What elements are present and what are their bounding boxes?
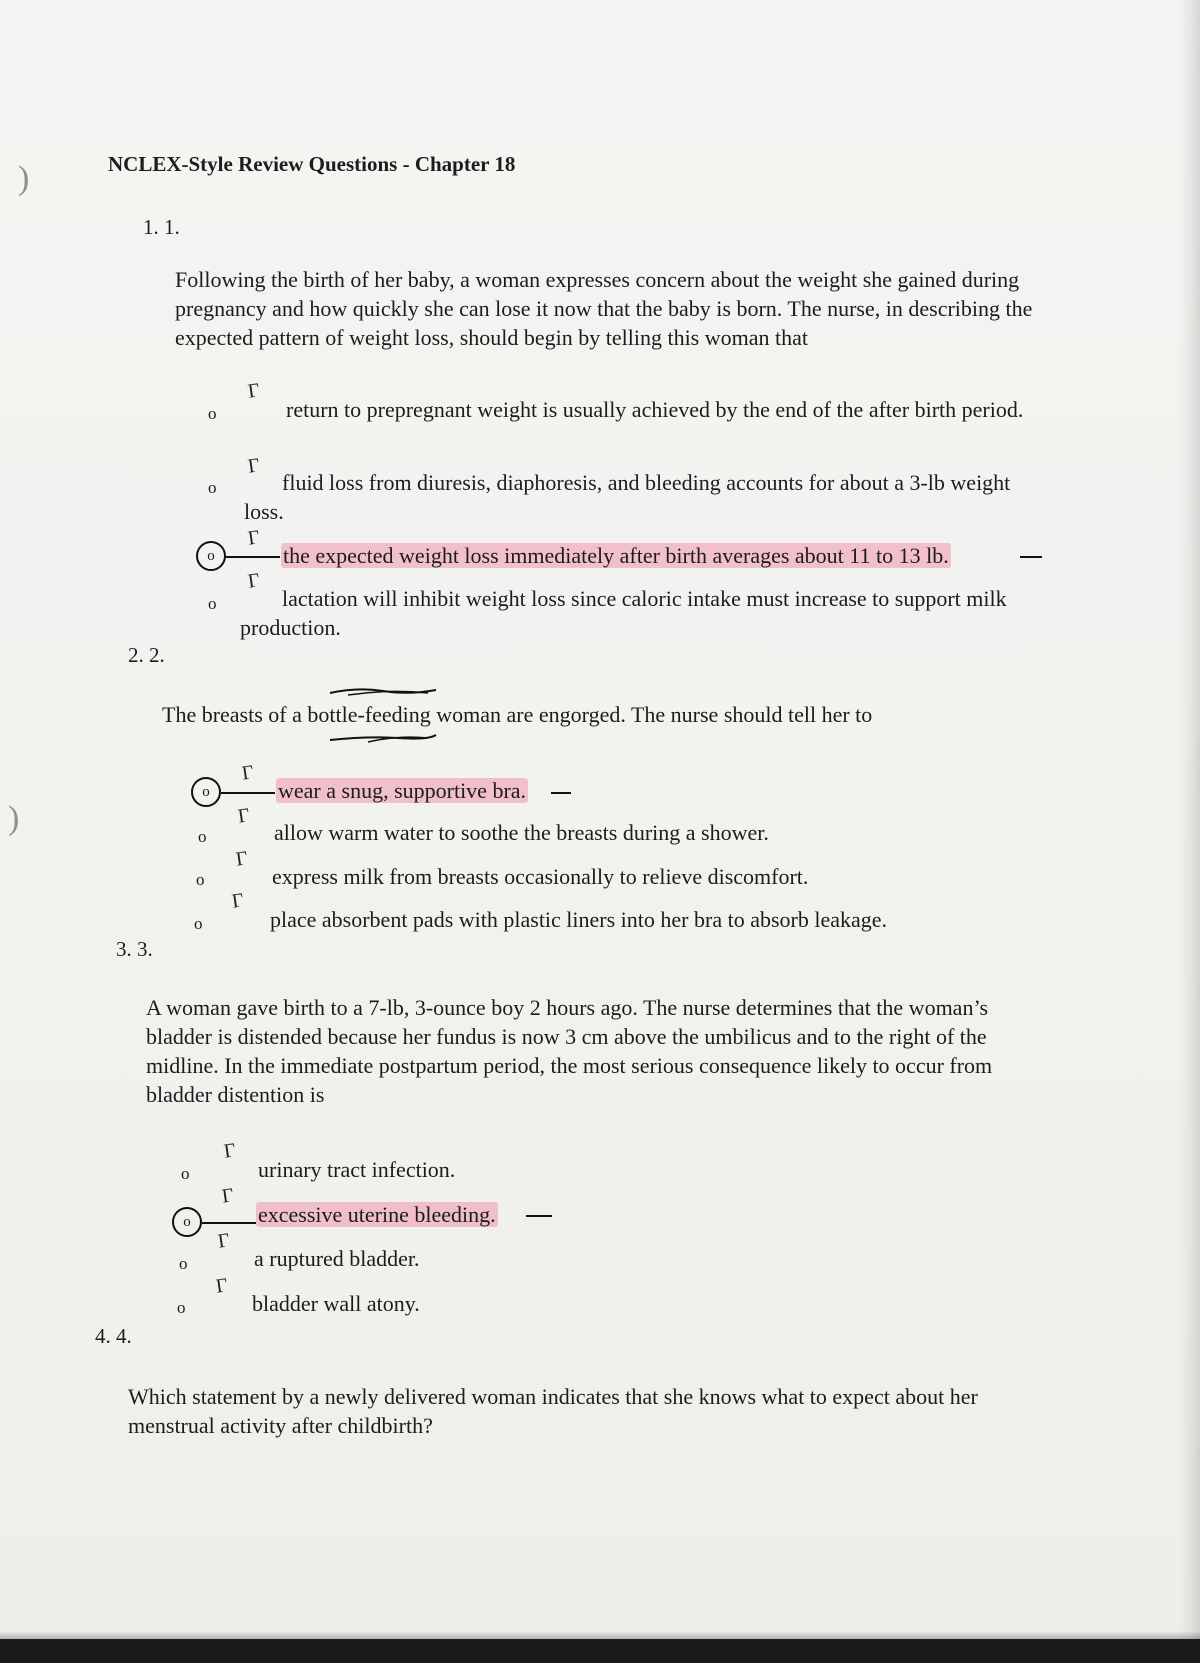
document-title: NCLEX-Style Review Questions - Chapter 18 xyxy=(108,152,516,176)
pen-pointer-line xyxy=(221,792,275,794)
pen-tick-mark: Γ xyxy=(236,804,251,828)
question-number: 1. 1. xyxy=(143,215,180,239)
selected-answer-circle xyxy=(196,541,226,571)
option-text[interactable]: fluid loss from diuresis, diaphoresis, and bleeding accounts for about a 3-lb weight loss. xyxy=(244,470,1011,524)
option-text[interactable]: place absorbent pads with plastic liners into her bra to absorb leakage. xyxy=(270,907,888,932)
option-bullet: o xyxy=(177,1298,186,1317)
pen-trailing-line xyxy=(551,792,571,794)
option-text[interactable]: return to prepregnant weight is usually achieved by the end of the after birth period. xyxy=(286,397,1024,422)
option-text[interactable]: urinary tract infection. xyxy=(258,1157,456,1182)
pen-tick-mark: Γ xyxy=(246,379,261,403)
answer-highlight: excessive uterine bleeding. xyxy=(258,1202,496,1227)
pen-tick-mark: Γ xyxy=(246,526,261,550)
option-text[interactable]: allow warm water to soothe the breasts during a shower. xyxy=(274,820,769,845)
selected-bullet: o xyxy=(207,547,215,564)
scanner-bed-edge xyxy=(0,1639,1200,1663)
question-stem: The breasts of a bottle-feeding woman are engorged. The nurse should tell her to xyxy=(162,702,873,727)
option-text[interactable]: bladder wall atony. xyxy=(252,1291,420,1316)
pen-pointer-line xyxy=(226,556,280,558)
binder-hole-mark: ) xyxy=(18,160,30,197)
pen-tick-mark: Γ xyxy=(222,1139,237,1163)
pen-pointer-line xyxy=(202,1222,256,1224)
pen-trailing-line xyxy=(1020,556,1042,558)
question-number: 2. 2. xyxy=(128,643,165,667)
pen-tick-mark: Γ xyxy=(240,761,255,785)
pen-tick-mark: Γ xyxy=(220,1184,235,1208)
option-bullet: o xyxy=(179,1254,188,1273)
pen-trailing-line xyxy=(526,1215,552,1217)
question-stem: Which statement by a newly delivered woman indicates that she knows what to expect about her menstrual activity after childbirth? xyxy=(128,1384,978,1438)
option-text[interactable]: lactation will inhibit weight loss since caloric intake must increase to support milk production. xyxy=(240,586,1007,640)
pen-tick-mark: Γ xyxy=(216,1229,231,1253)
pen-tick-mark: Γ xyxy=(214,1274,229,1298)
paper-edge-shadow xyxy=(1178,0,1200,1663)
option-bullet: o xyxy=(198,827,207,846)
question-stem: Following the birth of her baby, a woman expresses concern about the weight she gained during pregnancy and how quickly she can lose it now that the baby is born. The nurse, in describing the expected pattern of weight loss, should begin by telling this woman that xyxy=(175,267,1033,350)
pen-underline-scribble xyxy=(328,732,438,746)
pen-tick-mark: Γ xyxy=(246,569,261,593)
option-bullet: o xyxy=(181,1164,190,1183)
option-bullet: o xyxy=(196,870,205,889)
question-number: 4. 4. xyxy=(95,1324,132,1348)
selected-bullet: o xyxy=(202,783,210,800)
pen-tick-mark: Γ xyxy=(234,847,249,871)
answer-highlight: wear a snug, supportive bra. xyxy=(278,778,527,803)
selected-bullet: o xyxy=(183,1213,191,1230)
option-text-selected[interactable] xyxy=(256,1200,856,1229)
pen-tick-mark: Γ xyxy=(230,889,245,913)
option-bullet: o xyxy=(208,478,217,497)
option-text[interactable]: a ruptured bladder. xyxy=(254,1246,420,1271)
answer-highlight: the expected weight loss immediately after birth averages about 11 to 13 lb. xyxy=(283,543,949,568)
binder-hole-mark: ) xyxy=(8,800,20,837)
option-text[interactable]: express milk from breasts occasionally to relieve discomfort. xyxy=(272,864,809,889)
option-bullet: o xyxy=(208,404,217,423)
question-stem: A woman gave birth to a 7-lb, 3-ounce boy 2 hours ago. The nurse determines that the woman’s bladder is distended because her fundus is now 3 cm above the umbilicus and to the right of the midline. In the immediate postpartum period, the most serious consequence likely to occur from bladder distention is xyxy=(146,995,993,1107)
option-text-selected[interactable] xyxy=(281,541,1061,570)
option-bullet: o xyxy=(194,914,203,933)
selected-answer-circle xyxy=(172,1207,202,1237)
question-number: 3. 3. xyxy=(116,937,153,961)
pen-tick-mark: Γ xyxy=(246,454,261,478)
option-text-selected[interactable] xyxy=(276,776,976,805)
option-bullet: o xyxy=(208,594,217,613)
selected-answer-circle xyxy=(191,777,221,807)
pen-underline-scribble xyxy=(328,685,438,699)
